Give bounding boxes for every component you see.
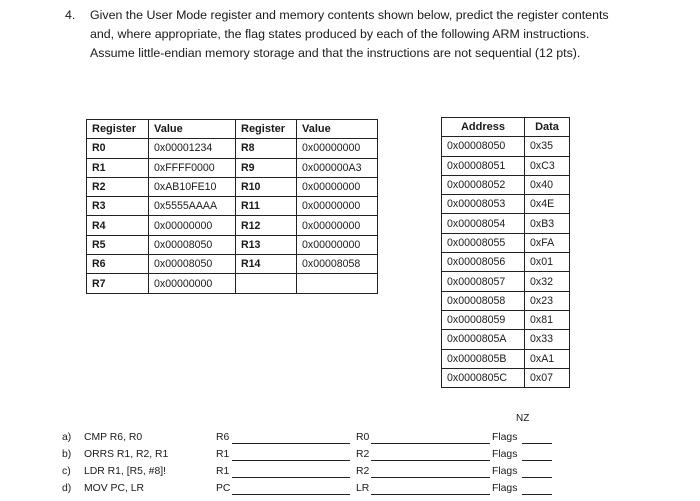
register-row — [87, 255, 378, 274]
memory-address-cell: 0x00008051 — [442, 156, 525, 175]
instruction-text: MOV PC, LR — [84, 483, 145, 494]
register-value-cell: 0x00000000 — [297, 139, 378, 158]
register-answer-blank[interactable] — [232, 494, 350, 495]
register-value-cell: 0x00000000 — [149, 216, 236, 235]
memory-data-cell: 0x40 — [525, 175, 570, 194]
memory-data-cell: 0x01 — [525, 253, 570, 272]
register-table-header — [87, 120, 378, 139]
register-name-cell: R13 — [236, 235, 297, 254]
memory-row — [442, 368, 570, 387]
column-header: Data — [525, 118, 570, 137]
memory-row — [442, 253, 570, 272]
register-answer-blank[interactable] — [232, 460, 350, 461]
memory-address-cell: 0x00008056 — [442, 253, 525, 272]
register-row — [87, 235, 378, 254]
register-row — [87, 274, 378, 293]
memory-data-cell: 0xB3 — [525, 214, 570, 233]
memory-row — [442, 137, 570, 156]
instruction-text: CMP R6, R0 — [84, 432, 143, 443]
memory-address-cell: 0x00008058 — [442, 291, 525, 310]
register-answer-blank[interactable] — [232, 443, 350, 444]
column-header: Address — [442, 118, 525, 137]
register-value-cell: 0x00000000 — [297, 235, 378, 254]
memory-data-cell: 0xFA — [525, 233, 570, 252]
memory-address-cell: 0x0000805B — [442, 349, 525, 368]
register-name-cell: R6 — [87, 255, 149, 274]
register-name-cell: R11 — [236, 197, 297, 216]
memory-table-header — [442, 118, 570, 137]
register-value-cell: 0x00000000 — [297, 197, 378, 216]
register-value-cell: 0xFFFF0000 — [149, 158, 236, 177]
memory-data-cell: 0x81 — [525, 310, 570, 329]
register-name-cell: R12 — [236, 216, 297, 235]
register-label: R2 — [356, 449, 370, 460]
memory-data-cell: 0x35 — [525, 137, 570, 156]
memory-row — [442, 156, 570, 175]
flags-label: Flags — [492, 466, 518, 477]
register-label: R2 — [356, 466, 370, 477]
instruction-row — [60, 483, 580, 498]
memory-address-cell: 0x0000805A — [442, 330, 525, 349]
memory-address-cell: 0x00008057 — [442, 272, 525, 291]
flags-answer-blank[interactable] — [522, 460, 552, 461]
register-value-cell: 0x00008050 — [149, 255, 236, 274]
column-header: Value — [149, 120, 236, 139]
memory-address-cell: 0x00008055 — [442, 233, 525, 252]
register-value-cell: 0x00000000 — [297, 177, 378, 196]
register-answer-blank[interactable] — [371, 494, 490, 495]
register-name-cell: R10 — [236, 177, 297, 196]
memory-row — [442, 233, 570, 252]
flags-answer-blank[interactable] — [522, 477, 552, 478]
register-row — [87, 177, 378, 196]
instruction-row — [60, 466, 580, 481]
question-line: Given the User Mode register and memory contents shown below, predict the register contents — [90, 8, 609, 22]
instruction-letter: c) — [62, 466, 71, 477]
memory-data-cell: 0xA1 — [525, 349, 570, 368]
question-line: and, where appropriate, the flag states produced by each of the following ARM instructions. — [90, 27, 590, 41]
memory-row — [442, 195, 570, 214]
memory-address-cell: 0x00008052 — [442, 175, 525, 194]
memory-data-cell: 0x07 — [525, 368, 570, 387]
memory-row — [442, 330, 570, 349]
register-name-cell: R0 — [87, 139, 149, 158]
column-header: Register — [236, 120, 297, 139]
register-label: R1 — [216, 466, 230, 477]
memory-row — [442, 175, 570, 194]
instruction-letter: a) — [62, 432, 72, 443]
question-line: Assume little-endian memory storage and that the instructions are not sequential (12 pts). — [90, 46, 581, 60]
flags-label: Flags — [492, 483, 518, 494]
register-row — [87, 197, 378, 216]
register-name-cell: R2 — [87, 177, 149, 196]
memory-data-cell: 0x33 — [525, 330, 570, 349]
memory-address-cell: 0x00008050 — [442, 137, 525, 156]
memory-address-cell: 0x00008059 — [442, 310, 525, 329]
register-value-cell: 0x000000A3 — [297, 158, 378, 177]
register-label: R0 — [356, 432, 370, 443]
flags-column-header: NZ — [516, 413, 530, 424]
register-name-cell: R4 — [87, 216, 149, 235]
register-name-cell: R5 — [87, 235, 149, 254]
memory-data-cell: 0x23 — [525, 291, 570, 310]
register-name-cell: R1 — [87, 158, 149, 177]
flags-answer-blank[interactable] — [522, 494, 552, 495]
register-answer-blank[interactable] — [232, 477, 350, 478]
memory-row — [442, 214, 570, 233]
register-table — [86, 119, 378, 294]
memory-table — [441, 117, 570, 388]
register-name-cell — [236, 274, 297, 293]
memory-data-cell: 0x32 — [525, 272, 570, 291]
answer-list — [60, 432, 580, 500]
column-header: Value — [297, 120, 378, 139]
register-name-cell: R9 — [236, 158, 297, 177]
flags-label: Flags — [492, 432, 518, 443]
register-name-cell: R8 — [236, 139, 297, 158]
memory-data-cell: 0x4E — [525, 195, 570, 214]
register-value-cell — [297, 274, 378, 293]
register-value-cell: 0x5555AAAA — [149, 197, 236, 216]
register-answer-blank[interactable] — [371, 477, 490, 478]
register-label: R1 — [216, 449, 230, 460]
flags-label: Flags — [492, 449, 518, 460]
memory-row — [442, 349, 570, 368]
memory-row — [442, 291, 570, 310]
register-name-cell: R14 — [236, 255, 297, 274]
register-answer-blank[interactable] — [371, 443, 490, 444]
register-label: LR — [356, 483, 370, 494]
register-name-cell: R3 — [87, 197, 149, 216]
instruction-text: LDR R1, [R5, #8]! — [84, 466, 167, 477]
register-value-cell: 0x00008050 — [149, 235, 236, 254]
register-answer-blank[interactable] — [371, 460, 490, 461]
register-value-cell: 0x00000000 — [297, 216, 378, 235]
memory-address-cell: 0x00008054 — [442, 214, 525, 233]
instruction-text: ORRS R1, R2, R1 — [84, 449, 169, 460]
instruction-row — [60, 432, 580, 447]
memory-row — [442, 310, 570, 329]
register-label: R6 — [216, 432, 230, 443]
register-label: PC — [216, 483, 231, 494]
memory-row — [442, 272, 570, 291]
question-body — [90, 6, 609, 63]
register-row — [87, 139, 378, 158]
register-value-cell: 0xAB10FE10 — [149, 177, 236, 196]
flags-answer-blank[interactable] — [522, 443, 552, 444]
register-row — [87, 158, 378, 177]
memory-data-cell: 0xC3 — [525, 156, 570, 175]
register-value-cell: 0x00000000 — [149, 274, 236, 293]
question-number: 4. — [65, 8, 76, 22]
register-row — [87, 216, 378, 235]
register-value-cell: 0x00001234 — [149, 139, 236, 158]
memory-address-cell: 0x0000805C — [442, 368, 525, 387]
register-value-cell: 0x00008058 — [297, 255, 378, 274]
instruction-letter: b) — [62, 449, 72, 460]
instruction-letter: d) — [62, 483, 72, 494]
instruction-row — [60, 449, 580, 464]
register-name-cell: R7 — [87, 274, 149, 293]
memory-address-cell: 0x00008053 — [442, 195, 525, 214]
column-header: Register — [87, 120, 149, 139]
